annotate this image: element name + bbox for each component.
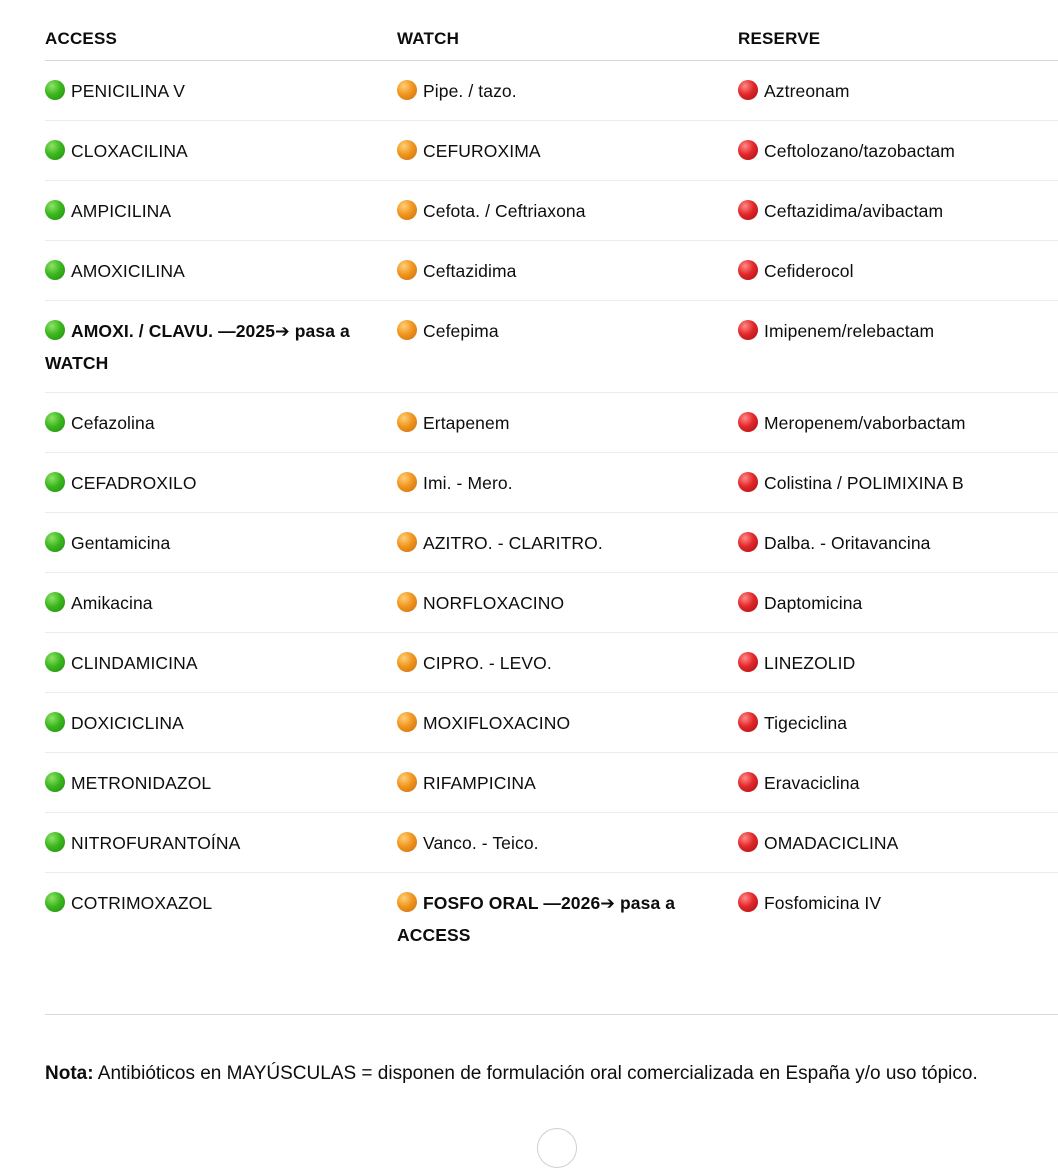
- cell-text: Cefiderocol: [764, 261, 854, 281]
- green-circle-icon: [45, 832, 65, 852]
- cell-access: [45, 393, 397, 453]
- table-header-row: [45, 18, 1058, 61]
- green-circle-icon: [45, 412, 65, 432]
- red-circle-icon: [738, 652, 758, 672]
- aware-table: [45, 18, 1058, 981]
- cell-watch: [397, 453, 738, 513]
- table-row: [45, 453, 1058, 513]
- green-circle-icon: [45, 712, 65, 732]
- cell-reserve: [738, 573, 1058, 633]
- cell-text: AZITRO. - CLARITRO.: [423, 533, 603, 553]
- cell-text: CLOXACILINA: [71, 141, 188, 161]
- table-row: [45, 693, 1058, 753]
- cell-text: Ceftazidima/avibactam: [764, 201, 944, 221]
- cell-text: MOXIFLOXACINO: [423, 713, 571, 733]
- table-row: [45, 753, 1058, 813]
- cell-text: AMOXICILINA: [71, 261, 185, 281]
- cell-text: CEFADROXILO: [71, 473, 197, 493]
- orange-circle-icon: [397, 472, 417, 492]
- note-label: Nota:: [45, 1063, 94, 1084]
- red-circle-icon: [738, 320, 758, 340]
- cell-watch: [397, 301, 738, 393]
- cell-access: [45, 181, 397, 241]
- cell-text: FOSFO ORAL —2026➔ pasa a ACCESS: [397, 893, 676, 945]
- cell-text: COTRIMOXAZOL: [71, 893, 213, 913]
- cell-watch: [397, 61, 738, 121]
- green-circle-icon: [45, 200, 65, 220]
- cell-access: [45, 453, 397, 513]
- cell-reserve: [738, 453, 1058, 513]
- header-access: ACCESS: [45, 18, 397, 61]
- table-row: [45, 813, 1058, 873]
- orange-circle-icon: [397, 832, 417, 852]
- cell-text: AMPICILINA: [71, 201, 172, 221]
- green-circle-icon: [45, 260, 65, 280]
- cell-text: PENICILINA V: [71, 81, 186, 101]
- cell-text: Eravaciclina: [764, 773, 860, 793]
- cell-watch: [397, 393, 738, 453]
- cell-text: CIPRO. - LEVO.: [423, 653, 552, 673]
- table-body: [45, 61, 1058, 982]
- cell-text: OMADACICLINA: [764, 833, 899, 853]
- cell-text: CEFUROXIMA: [423, 141, 541, 161]
- cell-access: [45, 753, 397, 813]
- green-circle-icon: [45, 320, 65, 340]
- cell-watch: [397, 873, 738, 982]
- cell-access: [45, 121, 397, 181]
- table-row: [45, 301, 1058, 393]
- green-circle-icon: [45, 532, 65, 552]
- orange-circle-icon: [397, 260, 417, 280]
- cell-watch: [397, 181, 738, 241]
- cell-text: Imipenem/relebactam: [764, 321, 935, 341]
- header-reserve: RESERVE: [738, 18, 1058, 61]
- cell-reserve: [738, 301, 1058, 393]
- cell-watch: [397, 753, 738, 813]
- cell-reserve: [738, 393, 1058, 453]
- cell-watch: [397, 241, 738, 301]
- cell-text: Cefota. / Ceftriaxona: [423, 201, 586, 221]
- cell-text: Colistina / POLIMIXINA B: [764, 473, 964, 493]
- cell-text: Cefazolina: [71, 413, 155, 433]
- cell-access: [45, 573, 397, 633]
- red-circle-icon: [738, 532, 758, 552]
- cell-text: Gentamicina: [71, 533, 171, 553]
- cell-reserve: [738, 753, 1058, 813]
- table-row: [45, 393, 1058, 453]
- cell-text: Daptomicina: [764, 593, 863, 613]
- header-watch: WATCH: [397, 18, 738, 61]
- cell-watch: [397, 573, 738, 633]
- red-circle-icon: [738, 200, 758, 220]
- cell-watch: [397, 813, 738, 873]
- green-circle-icon: [45, 892, 65, 912]
- cell-access: [45, 301, 397, 393]
- cell-text: Fosfomicina IV: [764, 893, 882, 913]
- cell-access: [45, 633, 397, 693]
- footnote: [45, 1056, 1045, 1092]
- cell-text: LINEZOLID: [764, 653, 856, 673]
- section-divider: [45, 1014, 1058, 1015]
- cell-text: AMOXI. / CLAVU. —2025➔ pasa a WATCH: [45, 321, 350, 373]
- cell-text: Cefepima: [423, 321, 499, 341]
- table-row: [45, 633, 1058, 693]
- cell-watch: [397, 693, 738, 753]
- cell-text: RIFAMPICINA: [423, 773, 536, 793]
- antibiotic-classification-table: [45, 18, 1058, 981]
- green-circle-icon: [45, 140, 65, 160]
- cell-watch: [397, 121, 738, 181]
- orange-circle-icon: [397, 412, 417, 432]
- cell-text: METRONIDAZOL: [71, 773, 212, 793]
- red-circle-icon: [738, 592, 758, 612]
- cell-text: Tigeciclina: [764, 713, 848, 733]
- cell-text: CLINDAMICINA: [71, 653, 198, 673]
- cell-text: DOXICICLINA: [71, 713, 184, 733]
- cell-reserve: [738, 633, 1058, 693]
- note-text: Antibióticos en MAYÚSCULAS = disponen de formulación oral comercializada en España y/o uso tópico.: [93, 1063, 978, 1084]
- cell-text: NITROFURANTOÍNA: [71, 833, 241, 853]
- scroll-down-button[interactable]: [537, 1128, 577, 1168]
- orange-circle-icon: [397, 772, 417, 792]
- orange-circle-icon: [397, 652, 417, 672]
- cell-reserve: [738, 873, 1058, 982]
- red-circle-icon: [738, 712, 758, 732]
- orange-circle-icon: [397, 532, 417, 552]
- cell-access: [45, 693, 397, 753]
- cell-text: Dalba. - Oritavancina: [764, 533, 931, 553]
- red-circle-icon: [738, 472, 758, 492]
- table-row: [45, 573, 1058, 633]
- cell-text: Ceftolozano/tazobactam: [764, 141, 955, 161]
- green-circle-icon: [45, 772, 65, 792]
- cell-access: [45, 873, 397, 982]
- red-circle-icon: [738, 80, 758, 100]
- orange-circle-icon: [397, 140, 417, 160]
- cell-reserve: [738, 241, 1058, 301]
- cell-access: [45, 813, 397, 873]
- red-circle-icon: [738, 832, 758, 852]
- cell-access: [45, 513, 397, 573]
- cell-text: Aztreonam: [764, 81, 850, 101]
- green-circle-icon: [45, 592, 65, 612]
- cell-reserve: [738, 61, 1058, 121]
- cell-reserve: [738, 813, 1058, 873]
- red-circle-icon: [738, 140, 758, 160]
- orange-circle-icon: [397, 80, 417, 100]
- red-circle-icon: [738, 260, 758, 280]
- cell-access: [45, 241, 397, 301]
- cell-watch: [397, 633, 738, 693]
- cell-reserve: [738, 181, 1058, 241]
- table-row: [45, 241, 1058, 301]
- green-circle-icon: [45, 80, 65, 100]
- cell-reserve: [738, 513, 1058, 573]
- cell-reserve: [738, 693, 1058, 753]
- red-circle-icon: [738, 772, 758, 792]
- green-circle-icon: [45, 472, 65, 492]
- cell-access: [45, 61, 397, 121]
- table-row: [45, 181, 1058, 241]
- table-row: [45, 513, 1058, 573]
- cell-text: NORFLOXACINO: [423, 593, 565, 613]
- cell-text: Imi. - Mero.: [423, 473, 513, 493]
- orange-circle-icon: [397, 892, 417, 912]
- table-row: [45, 873, 1058, 982]
- cell-text: Ceftazidima: [423, 261, 517, 281]
- cell-text: Amikacina: [71, 593, 153, 613]
- orange-circle-icon: [397, 320, 417, 340]
- cell-text: Meropenem/vaborbactam: [764, 413, 966, 433]
- orange-circle-icon: [397, 200, 417, 220]
- cell-text: Ertapenem: [423, 413, 510, 433]
- table-row: [45, 61, 1058, 121]
- orange-circle-icon: [397, 592, 417, 612]
- green-circle-icon: [45, 652, 65, 672]
- cell-reserve: [738, 121, 1058, 181]
- red-circle-icon: [738, 892, 758, 912]
- cell-text: Pipe. / tazo.: [423, 81, 517, 101]
- orange-circle-icon: [397, 712, 417, 732]
- table-row: [45, 121, 1058, 181]
- cell-text: Vanco. - Teico.: [423, 833, 539, 853]
- cell-watch: [397, 513, 738, 573]
- red-circle-icon: [738, 412, 758, 432]
